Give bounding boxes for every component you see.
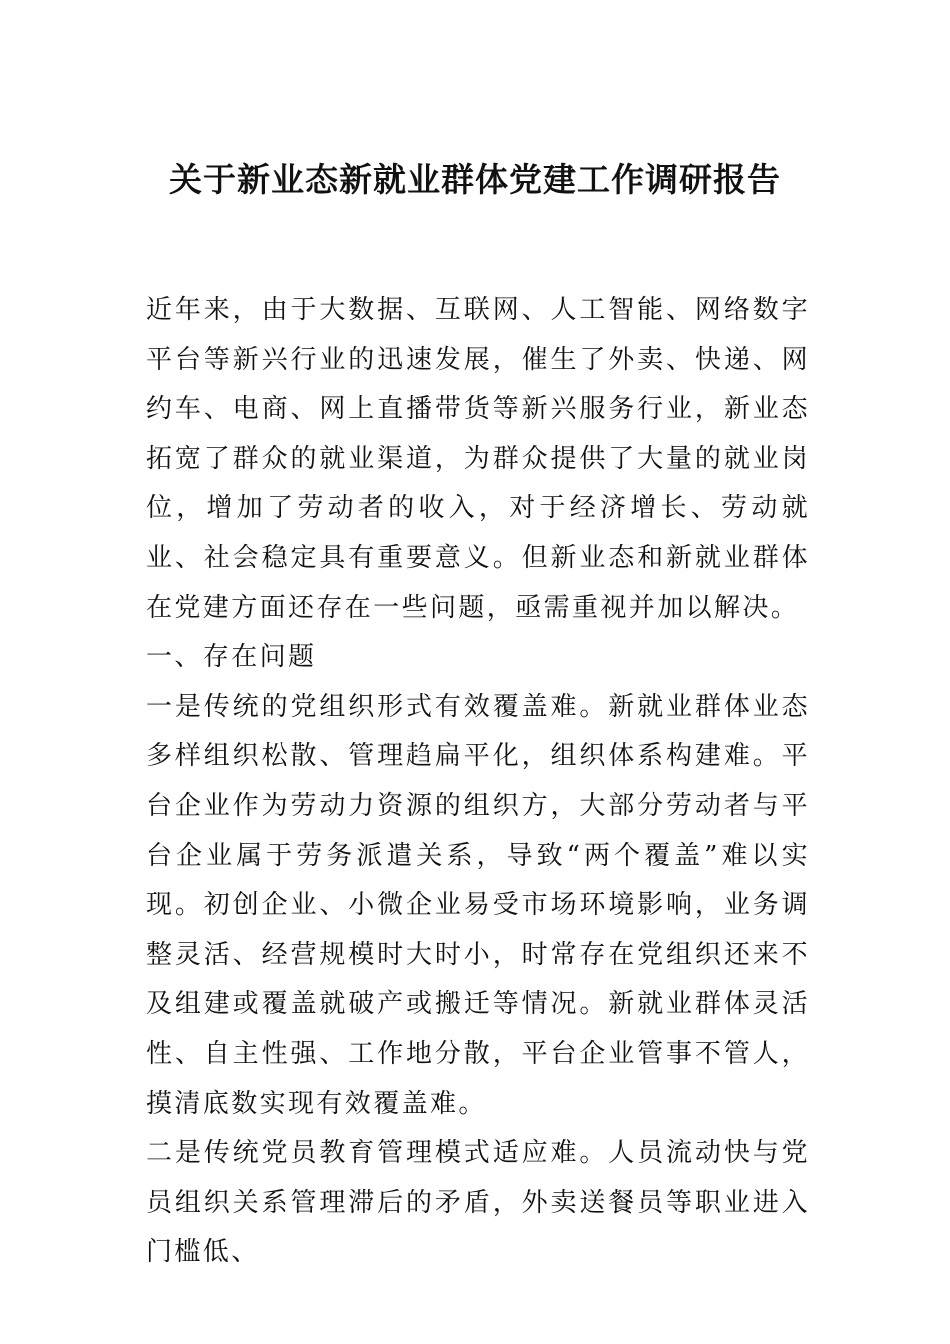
problem-paragraph-2: 二是传统党员教育管理模式适应难。人员流动快与党员组织关系管理滞后的矛盾，外卖送餐员等职业进入门槛低、 <box>146 1138 810 1268</box>
section-heading: 一、存在问题 <box>146 642 317 673</box>
intro-paragraph: 近年来，由于大数据、互联网、人工智能、网络数字平台等新兴行业的迅速发展，催生了外卖、快递、网约车、电商、网上直播带货等新兴服务行业，新业态拓宽了群众的就业渠道，为群众提供了大量的就业岗位，增加了劳动者的收入，对于经济增长、劳动就业、社会稳定具有重要意义。但新业态和新就业群体在党建方面还存在一些问题，亟需重视并加以解决。 <box>146 295 810 623</box>
document-title: 关于新业态新就业群体党建工作调研报告 <box>169 160 781 199</box>
document-body <box>146 286 810 1278</box>
problem-paragraph-1: 一是传统的党组织形式有效覆盖难。新就业群体业态多样组织松散、管理趋扁平化，组织体系构建难。平台企业作为劳动力资源的组织方，大部分劳动者与平台企业属于劳务派遣关系，导致“两个覆盖”难以实现。初创企业、小微企业易受市场环境影响，业务调整灵活、经营规模时大时小，时常存在党组织还来不及组建或覆盖就破产或搬迁等情况。新就业群体灵活性、自主性强、工作地分散，平台企业管事不管人，摸清底数实现有效覆盖难。 <box>146 691 810 1119</box>
